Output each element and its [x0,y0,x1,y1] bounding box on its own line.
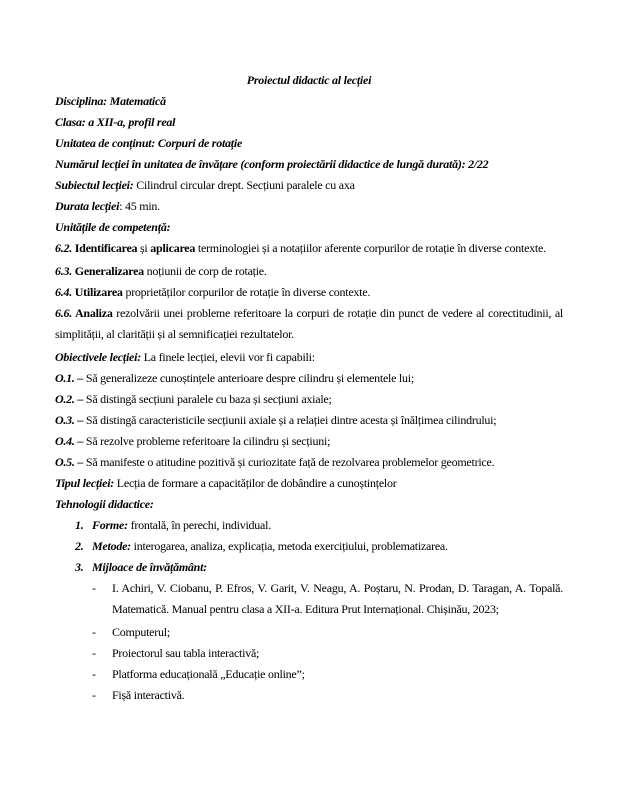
objective-text: Să manifeste o atitudine pozitivă și curiozitate față de rezolvarea problemelor geometrice. [83,455,495,469]
objectives-label: Obiectivele lecției: [55,350,141,364]
material-item-proiector [55,643,563,664]
objective-number: O.3. – [55,413,84,427]
dash-marker: - [92,667,96,681]
competency-text: noțiunii de corp de rotație. [143,264,267,278]
competency-keyword: Analiza [72,306,113,320]
list-number: 3. [75,560,84,574]
technology-label: Metode: [92,539,131,553]
subject-line [55,175,563,196]
competency-text: terminologiei și a notațiilor aferente corpurilor de rotație în diverse contexte. [195,241,546,255]
competency-text: rezolvării unei probleme referitoare la corpuri de rotație din punct de vedere al corectitudinii, al simplității, al clarității și al semnificației rezultatelor. [55,306,564,341]
objective-item-5 [55,452,563,473]
competency-item-6-2 [55,238,563,259]
list-number: 2. [75,539,84,553]
duration-value: : 45 min. [119,199,160,213]
objective-text: Să distingă secțiuni paralele cu baza și secțiuni axiale; [83,392,332,406]
material-text: Computerul; [112,625,170,639]
meta-line-numarul: Numărul lecției în unitatea de învățare (conform proiectării didactice de lungă durată): 2/22 [55,157,489,171]
subject-value: Cilindrul circular drept. Secțiuni paralele cu axa [133,178,355,192]
subject-label: Subiectul lecției: [55,178,134,192]
material-text: Fișă interactivă. [112,688,185,702]
duration-line [55,196,563,217]
competency-number: 6.3. [55,264,72,278]
dash-marker: - [92,646,96,660]
material-item-computer [55,622,563,643]
technology-label: Mijloace de învățământ: [92,560,207,574]
dash-marker: - [92,581,96,595]
lesson-type-label: Tipul lecției: [55,476,115,490]
competency-text: și [137,241,151,255]
technology-item-mijloace [55,557,563,578]
material-item-fisa [55,685,563,706]
dash-marker: - [92,625,96,639]
technology-text: interogarea, analiza, explicația, metoda exercițiului, problematizarea. [130,539,448,553]
list-number: 1. [75,518,84,532]
competency-keyword: Identificarea [72,241,138,255]
technology-item-metode [55,536,563,557]
material-text: I. Achiri, V. Ciobanu, P. Efros, V. Garit, V. Neagu, A. Poștaru, N. Prodan, D. Taragan, A. Topală. Matematică. Manual pentru clasa a XII-a. Editura Prut Internațional. Chișinău, 2023; [112,581,563,616]
objective-text: Să distingă caracteristicile secțiunii axiale și a relației dintre acesta și înălțimea cilindrului; [83,413,497,427]
material-item-platforma [55,664,563,685]
meta-line-clasa: Clasa: a XII-a, profil real [55,115,176,129]
technologies-heading: Tehnologii didactice: [55,497,154,511]
meta-line-disciplina: Disciplina: Matematică [55,94,166,108]
competency-number: 6.4. [55,285,72,299]
objective-item-1 [55,368,563,389]
objective-item-4 [55,431,563,452]
competencies-heading: Unitățile de competență: [55,220,171,234]
lesson-type-value: Lecția de formare a capacităților de dobândire a cunoștințelor [114,476,397,490]
objective-item-3 [55,410,563,431]
objective-number: O.5. – [55,455,84,469]
material-item-manual [55,578,563,620]
competency-keyword: aplicarea [150,241,196,255]
objective-text: Să generalizeze cunoștințele anterioare despre cilindru și elementele lui; [83,371,414,385]
competency-keyword: Utilizarea [72,285,123,299]
duration-label: Durata lecției [55,199,120,213]
objective-number: O.1. – [55,371,84,385]
objective-number: O.2. – [55,392,84,406]
competency-item-6-4 [55,282,563,303]
technology-label: Forme: [92,518,128,532]
objective-item-2 [55,389,563,410]
material-text: Platforma educațională „Educație online”; [112,667,305,681]
objective-number: O.4. – [55,434,84,448]
dash-marker: - [92,688,96,702]
competency-item-6-6 [55,303,563,345]
meta-line-unitatea: Unitatea de conținut: Corpuri de rotație [55,136,243,150]
technology-item-forme [55,515,563,536]
competency-number: 6.2. [55,241,72,255]
objectives-intro [55,347,563,368]
lesson-type-line [55,473,563,494]
objectives-intro-text: La finele lecției, elevii vor fi capabili: [140,350,315,364]
technology-text: frontală, în perechi, individual. [127,518,271,532]
material-text: Proiectorul sau tabla interactivă; [112,646,260,660]
objective-text: Să rezolve probleme referitoare la cilindru și secțiuni; [83,434,331,448]
competency-text: proprietăților corpurilor de rotație în diverse contexte. [122,285,371,299]
document-title: Proiectul didactic al lecției [246,73,372,87]
competency-item-6-3 [55,261,563,282]
competency-number: 6.6. [55,306,72,320]
competency-keyword: Generalizarea [72,264,144,278]
